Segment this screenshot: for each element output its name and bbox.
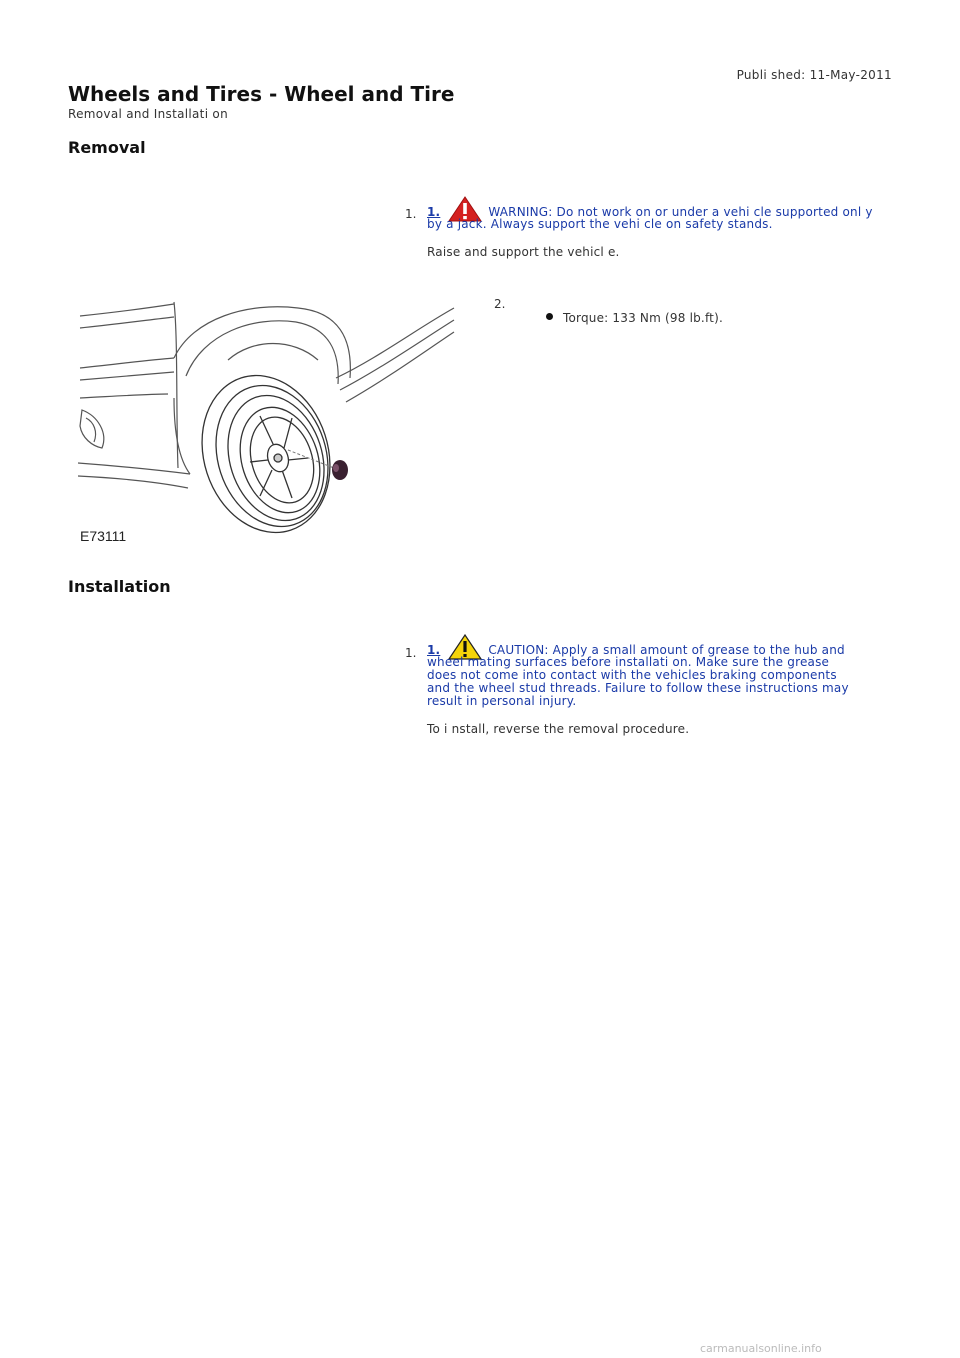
installation-step1-text: To i nstall, reverse the removal procedure. bbox=[427, 722, 690, 736]
removal-step2-number: 2. bbox=[494, 297, 506, 311]
caution-line-2: wheel mating surfaces before installati on. Make sure the grease bbox=[427, 655, 830, 669]
caution-line-1: CAUTION: Apply a small amount of grease to the hub and bbox=[484, 643, 845, 657]
wheel-removal-figure bbox=[78, 298, 458, 552]
torque-spec: Torque: 133 Nm (98 lb.ft). bbox=[563, 311, 723, 325]
removal-heading: Removal bbox=[68, 138, 146, 157]
bullet-icon bbox=[546, 313, 553, 320]
installation-step1-number: 1. bbox=[405, 646, 417, 660]
removal-step1-number: 1. bbox=[405, 207, 417, 221]
published-date: Publi shed: 11-May-2011 bbox=[736, 68, 892, 82]
caution-line-3: does not come into contact with the vehicles braking components bbox=[427, 668, 837, 682]
page-subtitle: Removal and Installati on bbox=[68, 107, 228, 121]
caution-line-4: and the wheel stud threads. Failure to follow these instructions may bbox=[427, 681, 849, 695]
warning-line-1: WARNING: Do not work on or under a vehi cle supported onl y bbox=[484, 205, 873, 219]
removal-step1-text: Raise and support the vehicl e. bbox=[427, 245, 620, 259]
figure-label: E73111 bbox=[80, 528, 127, 544]
site-watermark: carmanualsonline.info bbox=[700, 1342, 822, 1355]
removal-step1-link[interactable]: 1. bbox=[427, 205, 441, 219]
installation-step1-caution bbox=[427, 634, 897, 736]
removal-step1-warning bbox=[427, 196, 897, 259]
page-title: Wheels and Tires - Wheel and Tire bbox=[68, 82, 455, 106]
installation-step1-link[interactable]: 1. bbox=[427, 643, 441, 657]
installation-heading: Installation bbox=[68, 577, 171, 596]
warning-line-2: by a jack. Always support the vehi cle on safety stands. bbox=[427, 217, 773, 231]
caution-line-5: result in personal injury. bbox=[427, 694, 577, 708]
